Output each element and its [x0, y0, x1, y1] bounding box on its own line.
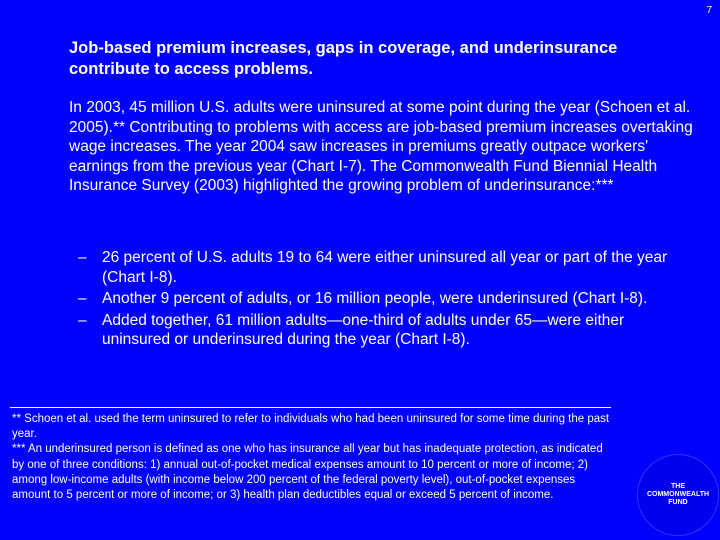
bullet-text: Another 9 percent of adults, or 16 million people, were underinsured (Chart I-8).: [102, 290, 648, 307]
bullet-text: 26 percent of U.S. adults 19 to 64 were either uninsured all year or part of the year (Chart I-8).: [102, 249, 668, 286]
commonwealth-fund-logo: [637, 454, 719, 536]
bullet-item: [78, 311, 688, 350]
footnote-underinsured: *** An underinsured person is defined as one who has insurance all year but has inadequate protection, as indicated by one of three conditions: 1) annual out-of-pocket medical expenses amount to 10 percent or more of income; 2) among low-income adults (with income below 200 percent of the federal poverty level), out-of-pocket expenses amount to 5 percent or more of income; or 3) health plan deductibles equal or exceed 5 percent of income.: [12, 443, 603, 502]
bullet-item: [78, 289, 688, 309]
footnote-uninsured: ** Schoen et al. used the term uninsured to refer to individuals who had been uninsured for some time during the past year.: [12, 413, 610, 441]
bullet-dash: –: [78, 311, 87, 329]
page-title: Job-based premium increases, gaps in coverage, and underinsurance contribute to access problems.: [69, 39, 618, 78]
logo-line: FUND: [668, 499, 688, 506]
logo-line: COMMONWEALTH: [646, 491, 710, 498]
page-number: 7: [706, 5, 712, 16]
bullet-text: Added together, 61 million adults—one-third of adults under 65—were either uninsured or underinsured during the year (Chart I-8).: [102, 311, 625, 348]
bullet-dash: –: [78, 249, 87, 266]
bullet-dash: –: [78, 290, 87, 307]
intro-paragraph: In 2003, 45 million U.S. adults were uninsured at some point during the year (Schoen et al. 2005).** Contributing to problems with access are job-based premium increases overtaking wage increases. The year 2004 saw increases in premiums greatly outpace workers' earnings from the previous year (Chart I-7). The Commonwealth Fund Biennial Health Insurance Survey (2003) highlighted the growing problem of underinsurance:***: [69, 99, 693, 194]
logo-line: THE: [671, 483, 685, 490]
footnotes: [12, 412, 612, 503]
bullet-list: [78, 248, 688, 352]
footnote-divider: [10, 407, 611, 408]
bullet-item: [78, 248, 688, 287]
